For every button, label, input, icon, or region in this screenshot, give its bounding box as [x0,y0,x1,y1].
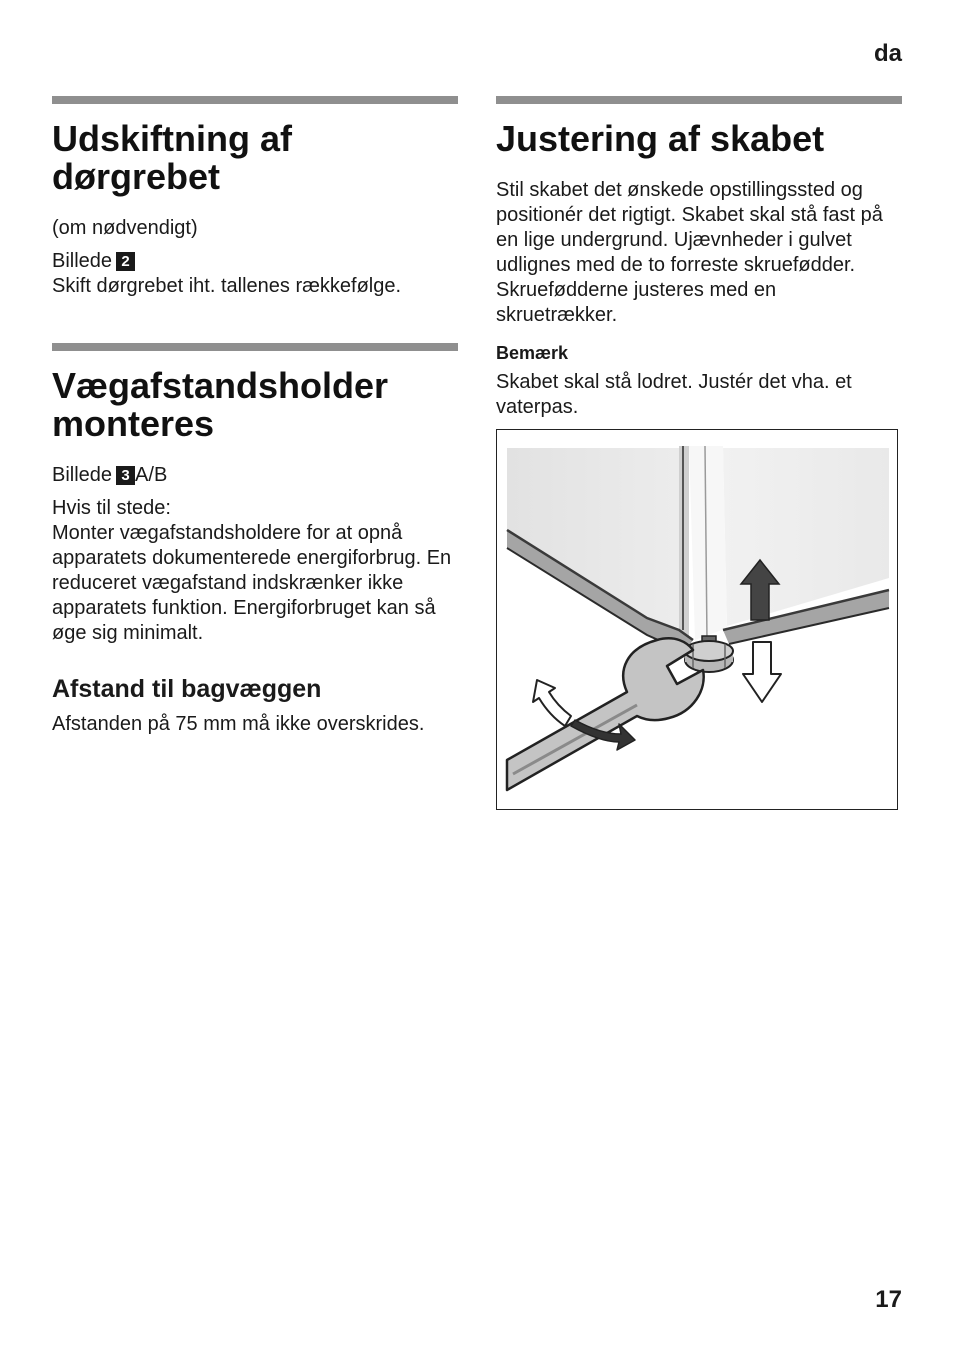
wrench-adjusting-foot-illustration [497,430,897,809]
condition-text: Hvis til stede: [52,497,171,519]
note-text: Skabet skal stå lodret. Justér det vha. et vaterpas. [496,371,852,418]
section-divider [496,96,902,104]
figure-reference [52,463,458,488]
figure-ref-suffix: A/B [135,464,168,486]
note-if-needed: (om nødvendigt) [52,217,198,239]
figure-ref-label: Billede [52,250,113,272]
left-column [52,96,458,737]
section-title-adjust-cabinet: Justering af skabet [496,118,825,159]
page-number: 17 [875,1286,902,1313]
section-title-wall-spacer: Vægafstandsholder monteres [52,365,389,444]
note-heading: Bemærk [496,343,569,363]
adjustment-illustration [496,429,898,810]
figure-reference [52,249,458,274]
adjust-instructions: Stil skabet det ønskede opstillingssted og positionér det rigtigt. Skabet skal stå fast på en lige undergrund. Ujævnheder i gulvet udlignes med de to forreste skruefødder. Skruefødderne justeres med en skruetrækker. [496,179,883,326]
distance-text: Afstanden på 75 mm må ikke overskrides. [52,713,425,735]
section-title-door-handle: Udskiftning af dørgrebet [52,118,292,197]
section-divider [52,96,458,104]
figure-number-badge: 3 [116,466,135,485]
wall-spacer-instructions: Monter vægafstandsholdere for at opnå apparatets dokumenterede energiforbrug. En reduceret vægafstand indskrænker ikke apparatets funktion. Energiforbruget kan så øge sig minimalt. [52,522,452,644]
subheading-distance-to-wall: Afstand til bagvæggen [52,675,322,703]
door-handle-instructions: Skift dørgrebet iht. tallenes rækkefølge. [52,275,402,297]
right-column [496,96,902,420]
language-code: da [873,40,902,67]
figure-number-badge: 2 [116,252,135,271]
section-divider [52,343,458,351]
figure-ref-label: Billede [52,464,113,486]
